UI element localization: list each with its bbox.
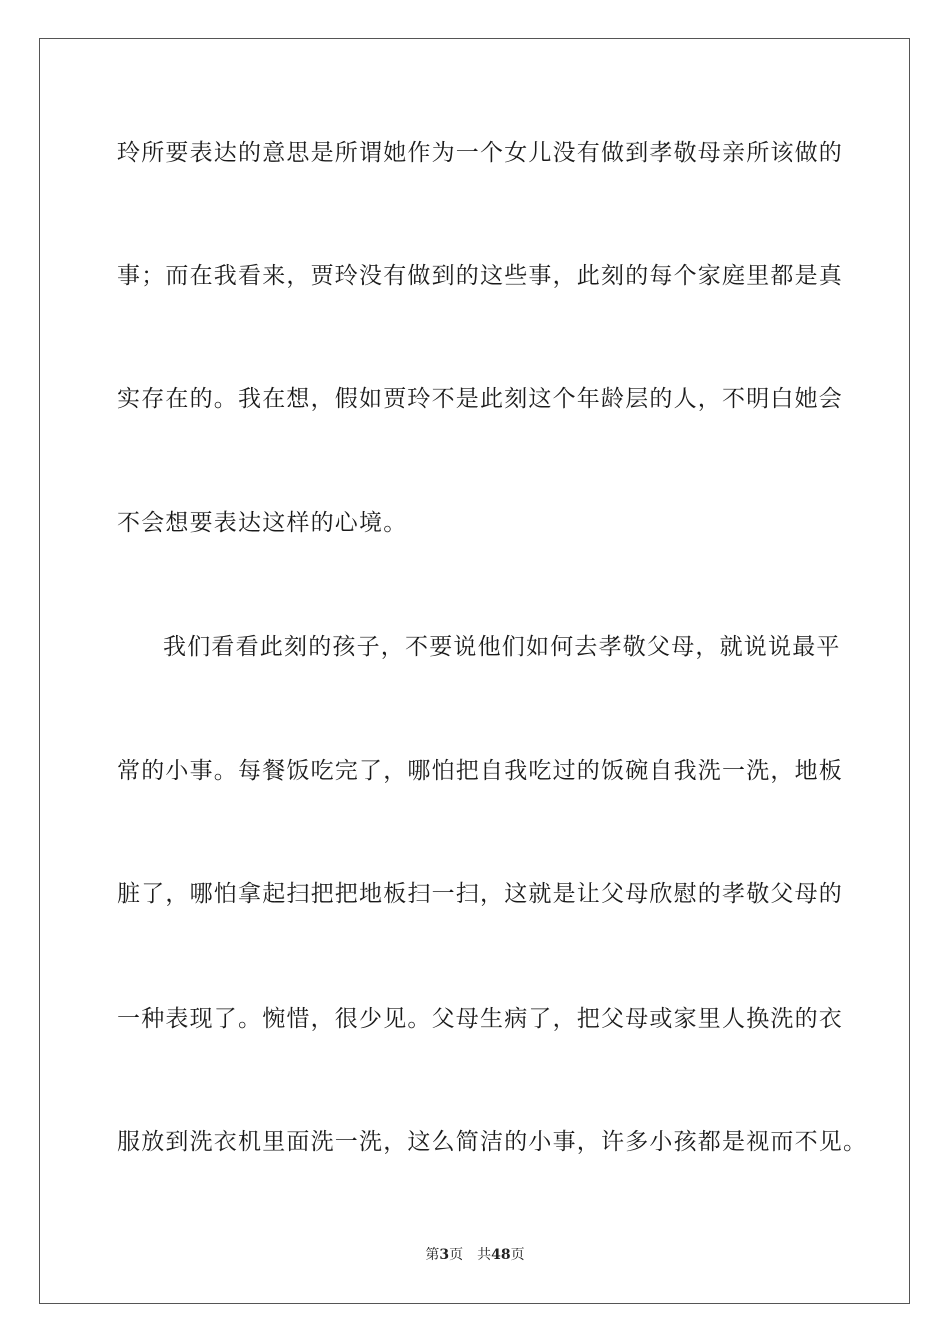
paragraph-line: 我们看看此刻的孩子，不要说他们如何去孝敬父母，就说说最平: [163, 634, 841, 660]
page-suffix: 页: [449, 1247, 464, 1263]
total-suffix: 页: [510, 1247, 525, 1263]
paragraph-line: 实存在的。我在想，假如贾玲不是此刻这个年龄层的人，不明白她会: [117, 386, 843, 412]
paragraph-line: 不会想要表达这样的心境。: [117, 510, 408, 536]
paragraph-line: 玲所要表达的意思是所谓她作为一个女儿没有做到孝敬母亲所该做的: [117, 140, 843, 166]
total-pages: 48: [491, 1247, 511, 1263]
paragraph-line: 事；而在我看来，贾玲没有做到的这些事，此刻的每个家庭里都是真: [117, 263, 843, 289]
total-prefix: 共: [477, 1247, 492, 1263]
paragraph-line: 常的小事。每餐饭吃完了，哪怕把自我吃过的饭碗自我洗一洗，地板: [117, 758, 843, 784]
page-prefix: 第: [425, 1247, 440, 1263]
page-footer: [0, 1246, 950, 1264]
paragraph-line: 脏了，哪怕拿起扫把把地板扫一扫，这就是让父母欣慰的孝敬父母的: [117, 881, 843, 907]
page-number: 3: [439, 1247, 450, 1263]
paragraph-line: 服放到洗衣机里面洗一洗，这么简洁的小事，许多小孩都是视而不见。: [117, 1129, 868, 1155]
paragraph-line: 一种表现了。惋惜，很少见。父母生病了，把父母或家里人换洗的衣: [117, 1006, 843, 1032]
page-border: [39, 38, 910, 1304]
